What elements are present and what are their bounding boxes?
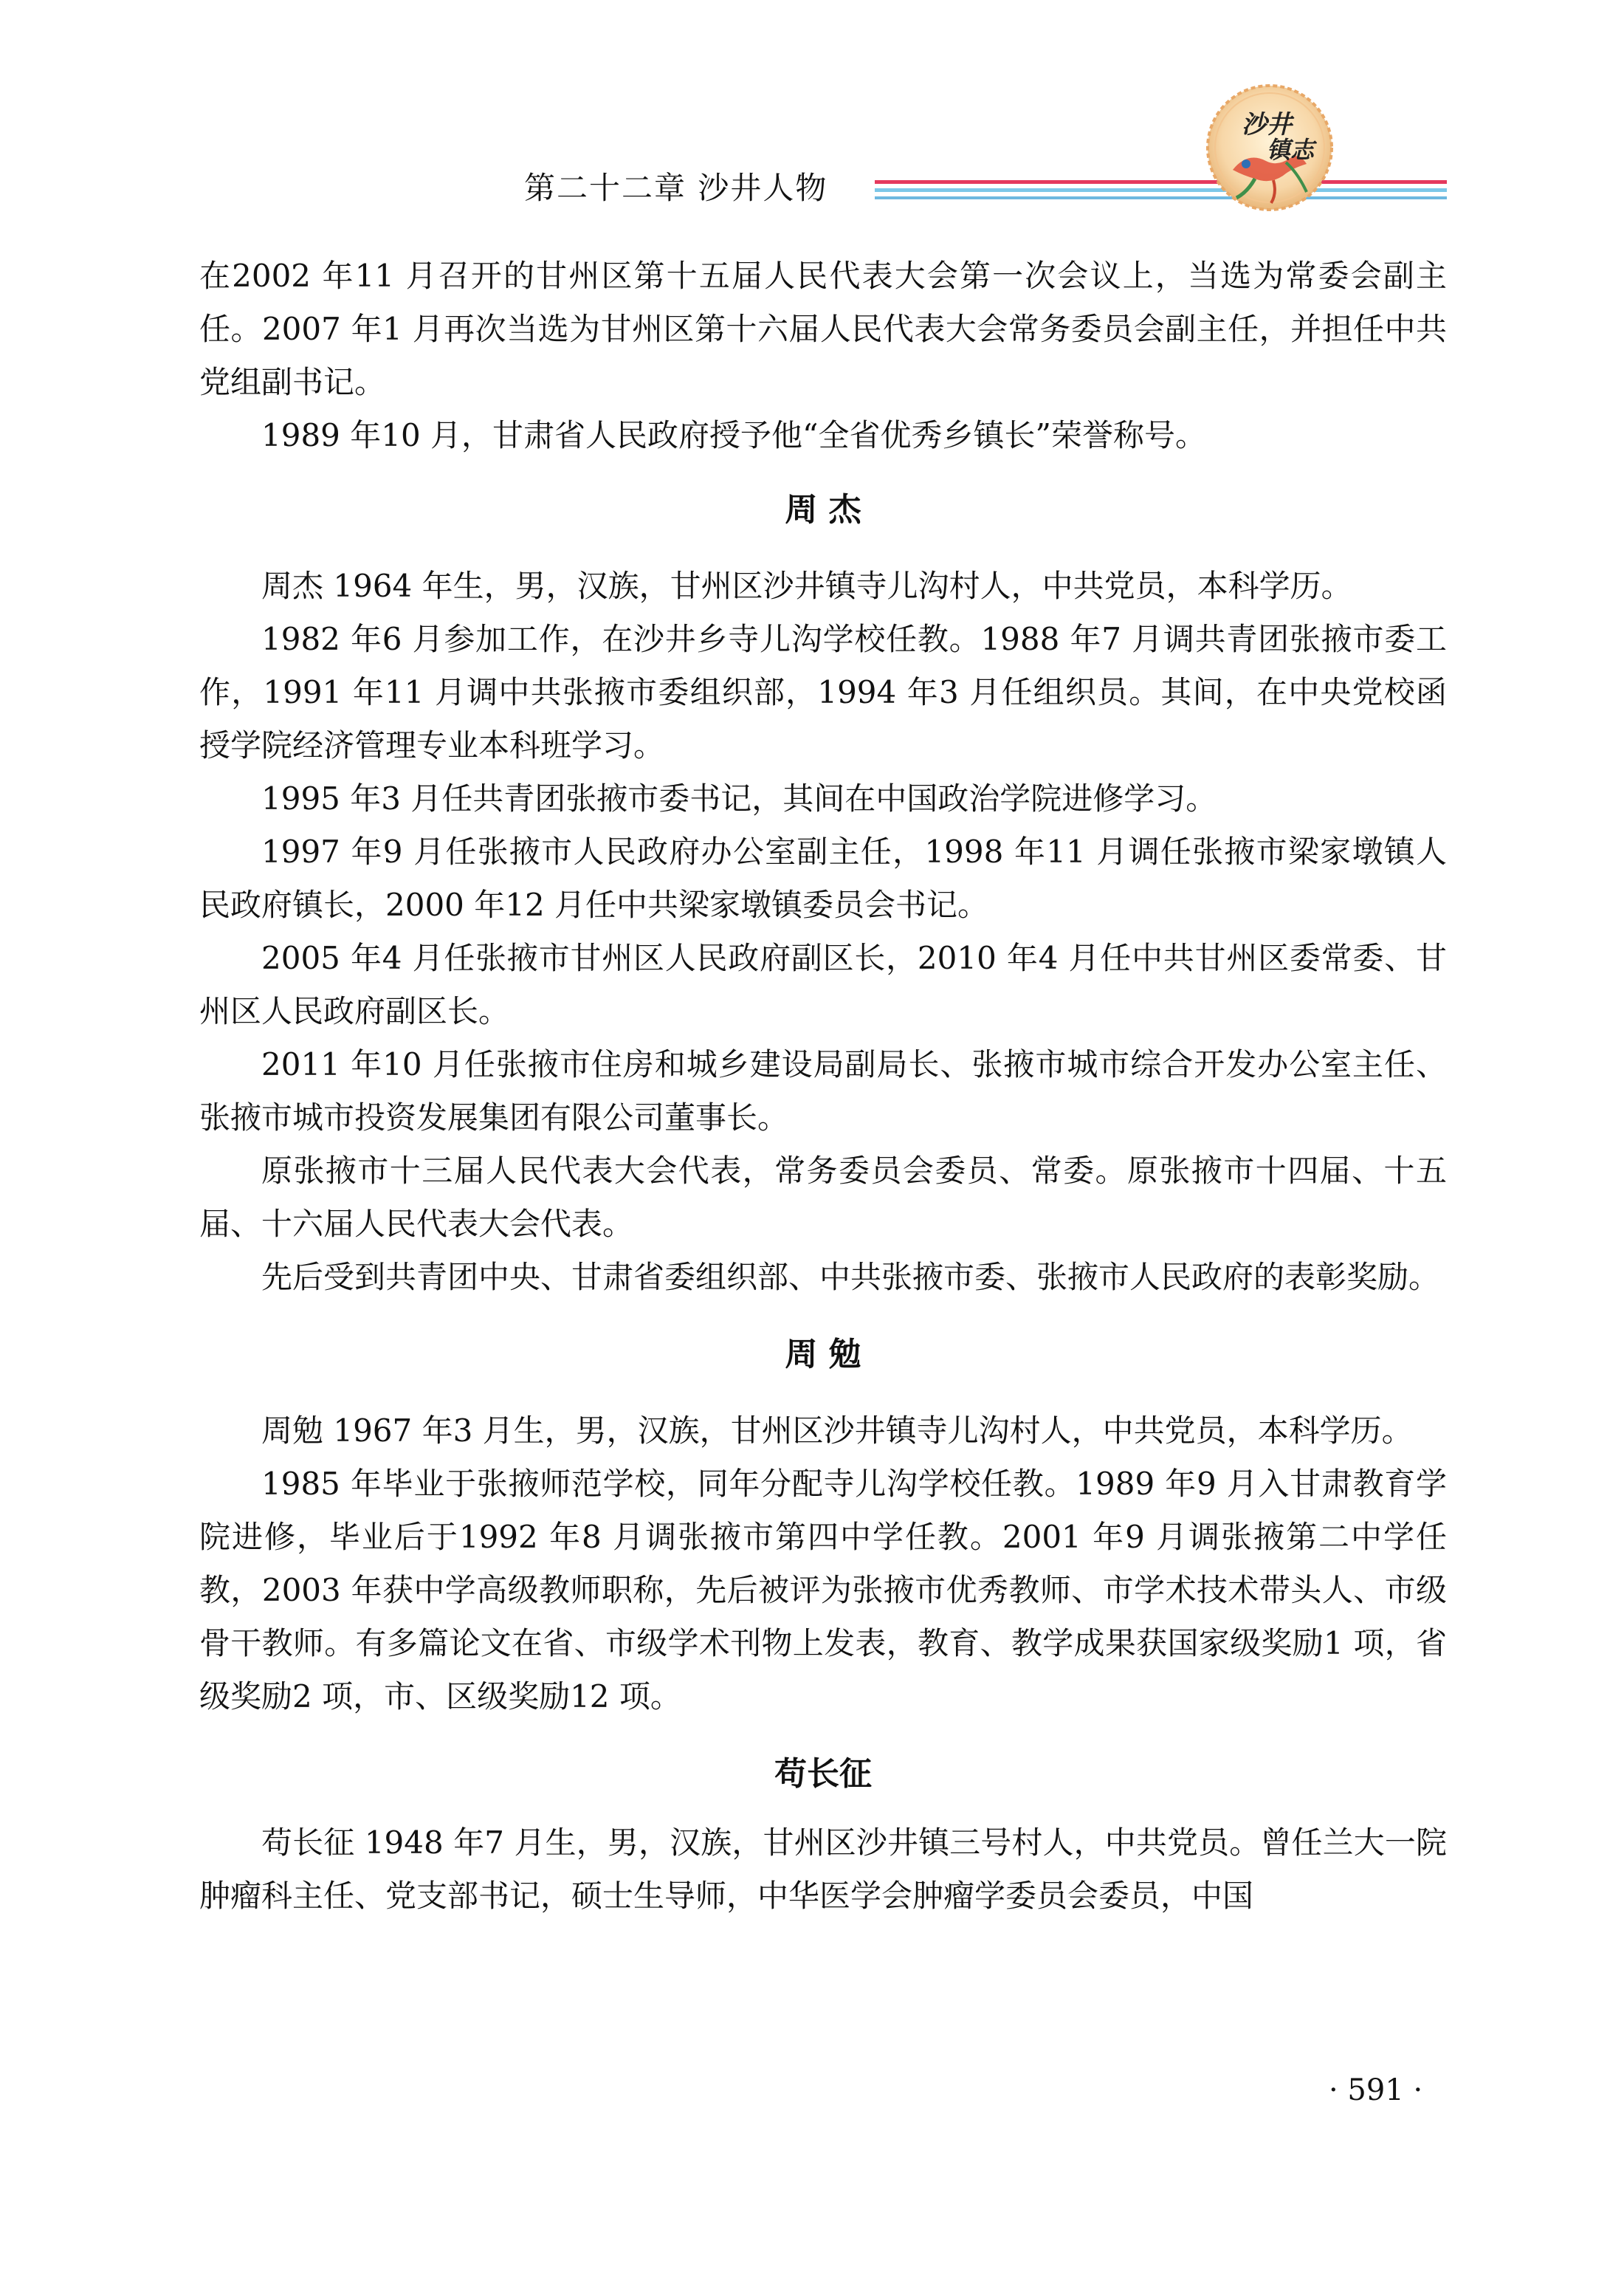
header-rule-blue-lower — [875, 196, 1447, 199]
chapter-title: 第二十二章 沙井人物 — [524, 170, 828, 206]
page-header — [0, 0, 1624, 214]
paragraph: 1997 年9 月任张掖市人民政府办公室副主任，1998 年11 月调任张掖市梁家墩镇人民政府镇长，2000 年12 月任中共梁家墩镇委员会书记。 — [199, 834, 1447, 923]
page-content — [199, 250, 1447, 1923]
paragraph: 先后受到共青团中央、甘肃省委组织部、中共张掖市委、张掖市人民政府的表彰奖励。 — [261, 1259, 1440, 1295]
header-rule-red — [875, 180, 1447, 184]
paragraph: 在2002 年11 月召开的甘州区第十五届人民代表大会第一次会议上，当选为常委会副主任。2007 年1 月再次当选为甘州区第十六届人民代表大会常务委员会副主任，并担任中共党组副书记。 — [199, 258, 1447, 400]
paragraph: 1982 年6 月参加工作，在沙井乡寺儿沟学校任教。1988 年7 月调共青团张掖市委工作，1991 年11 月调中共张掖市委组织部，1994 年3 月任组织员。其间，在中央党校函授学院经济管理专业本科班学习。 — [199, 621, 1447, 763]
seal-text-top: 沙井 — [1242, 110, 1292, 140]
page-number: · 591 · — [1329, 2073, 1423, 2107]
paragraph: 1995 年3 月任共青团张掖市委书记，其间在中国政治学院进修学习。 — [261, 780, 1217, 817]
paragraph: 2005 年4 月任张掖市甘州区人民政府副区长，2010 年4 月任中共甘州区委常委、甘州区人民政府副区长。 — [199, 940, 1447, 1029]
paragraph: 2011 年10 月任张掖市住房和城乡建设局副局长、张掖市城市综合开发办公室主任、张掖市城市投资发展集团有限公司董事长。 — [199, 1046, 1447, 1136]
paragraph: 1989 年10 月，甘肃省人民政府授予他“全省优秀乡镇长”荣誉称号。 — [261, 417, 1206, 453]
paragraph: 1985 年毕业于张掖师范学校，同年分配寺儿沟学校任教。1989 年9 月入甘肃教育学院进修，毕业后于1992 年8 月调张掖市第四中学任教。2001 年9 月调张掖第二中学任教，2003 年获中学高级教师职称，先后被评为张掖市优秀教师、市学术技术带头人、市级骨干教师。有多篇论文在省、市级学术刊物上发表，教育、教学成果获国家级奖励1 项，省级奖励2 项，市、区级奖励12 项。 — [199, 1466, 1447, 1714]
section-heading: 周 勉 — [785, 1336, 861, 1373]
paragraph: 原张掖市十三届人民代表大会代表，常务委员会委员、常委。原张掖市十四届、十五届、十六届人民代表大会代表。 — [199, 1153, 1447, 1242]
header-rule-blue — [875, 188, 1447, 192]
paragraph: 周勉 1967 年3 月生，男，汉族，甘州区沙井镇寺儿沟村人，中共党员，本科学历。 — [261, 1412, 1413, 1449]
paragraph: 周杰 1964 年生，男，汉族，甘州区沙井镇寺儿沟村人，中共党员，本科学历。 — [261, 568, 1352, 604]
section-heading: 苟长征 — [774, 1755, 872, 1793]
seal-text-bottom: 镇志 — [1267, 136, 1315, 164]
section-heading: 周 杰 — [785, 491, 861, 529]
paragraph: 苟长征 1948 年7 月生，男，汉族，甘州区沙井镇三号村人，中共党员。曾任兰大一院肿瘤科主任、党支部书记，硕士生导师，中华医学会肿瘤学委员会委员，中国 — [199, 1824, 1447, 1914]
town-gazetteer-seal-icon — [1203, 81, 1336, 214]
